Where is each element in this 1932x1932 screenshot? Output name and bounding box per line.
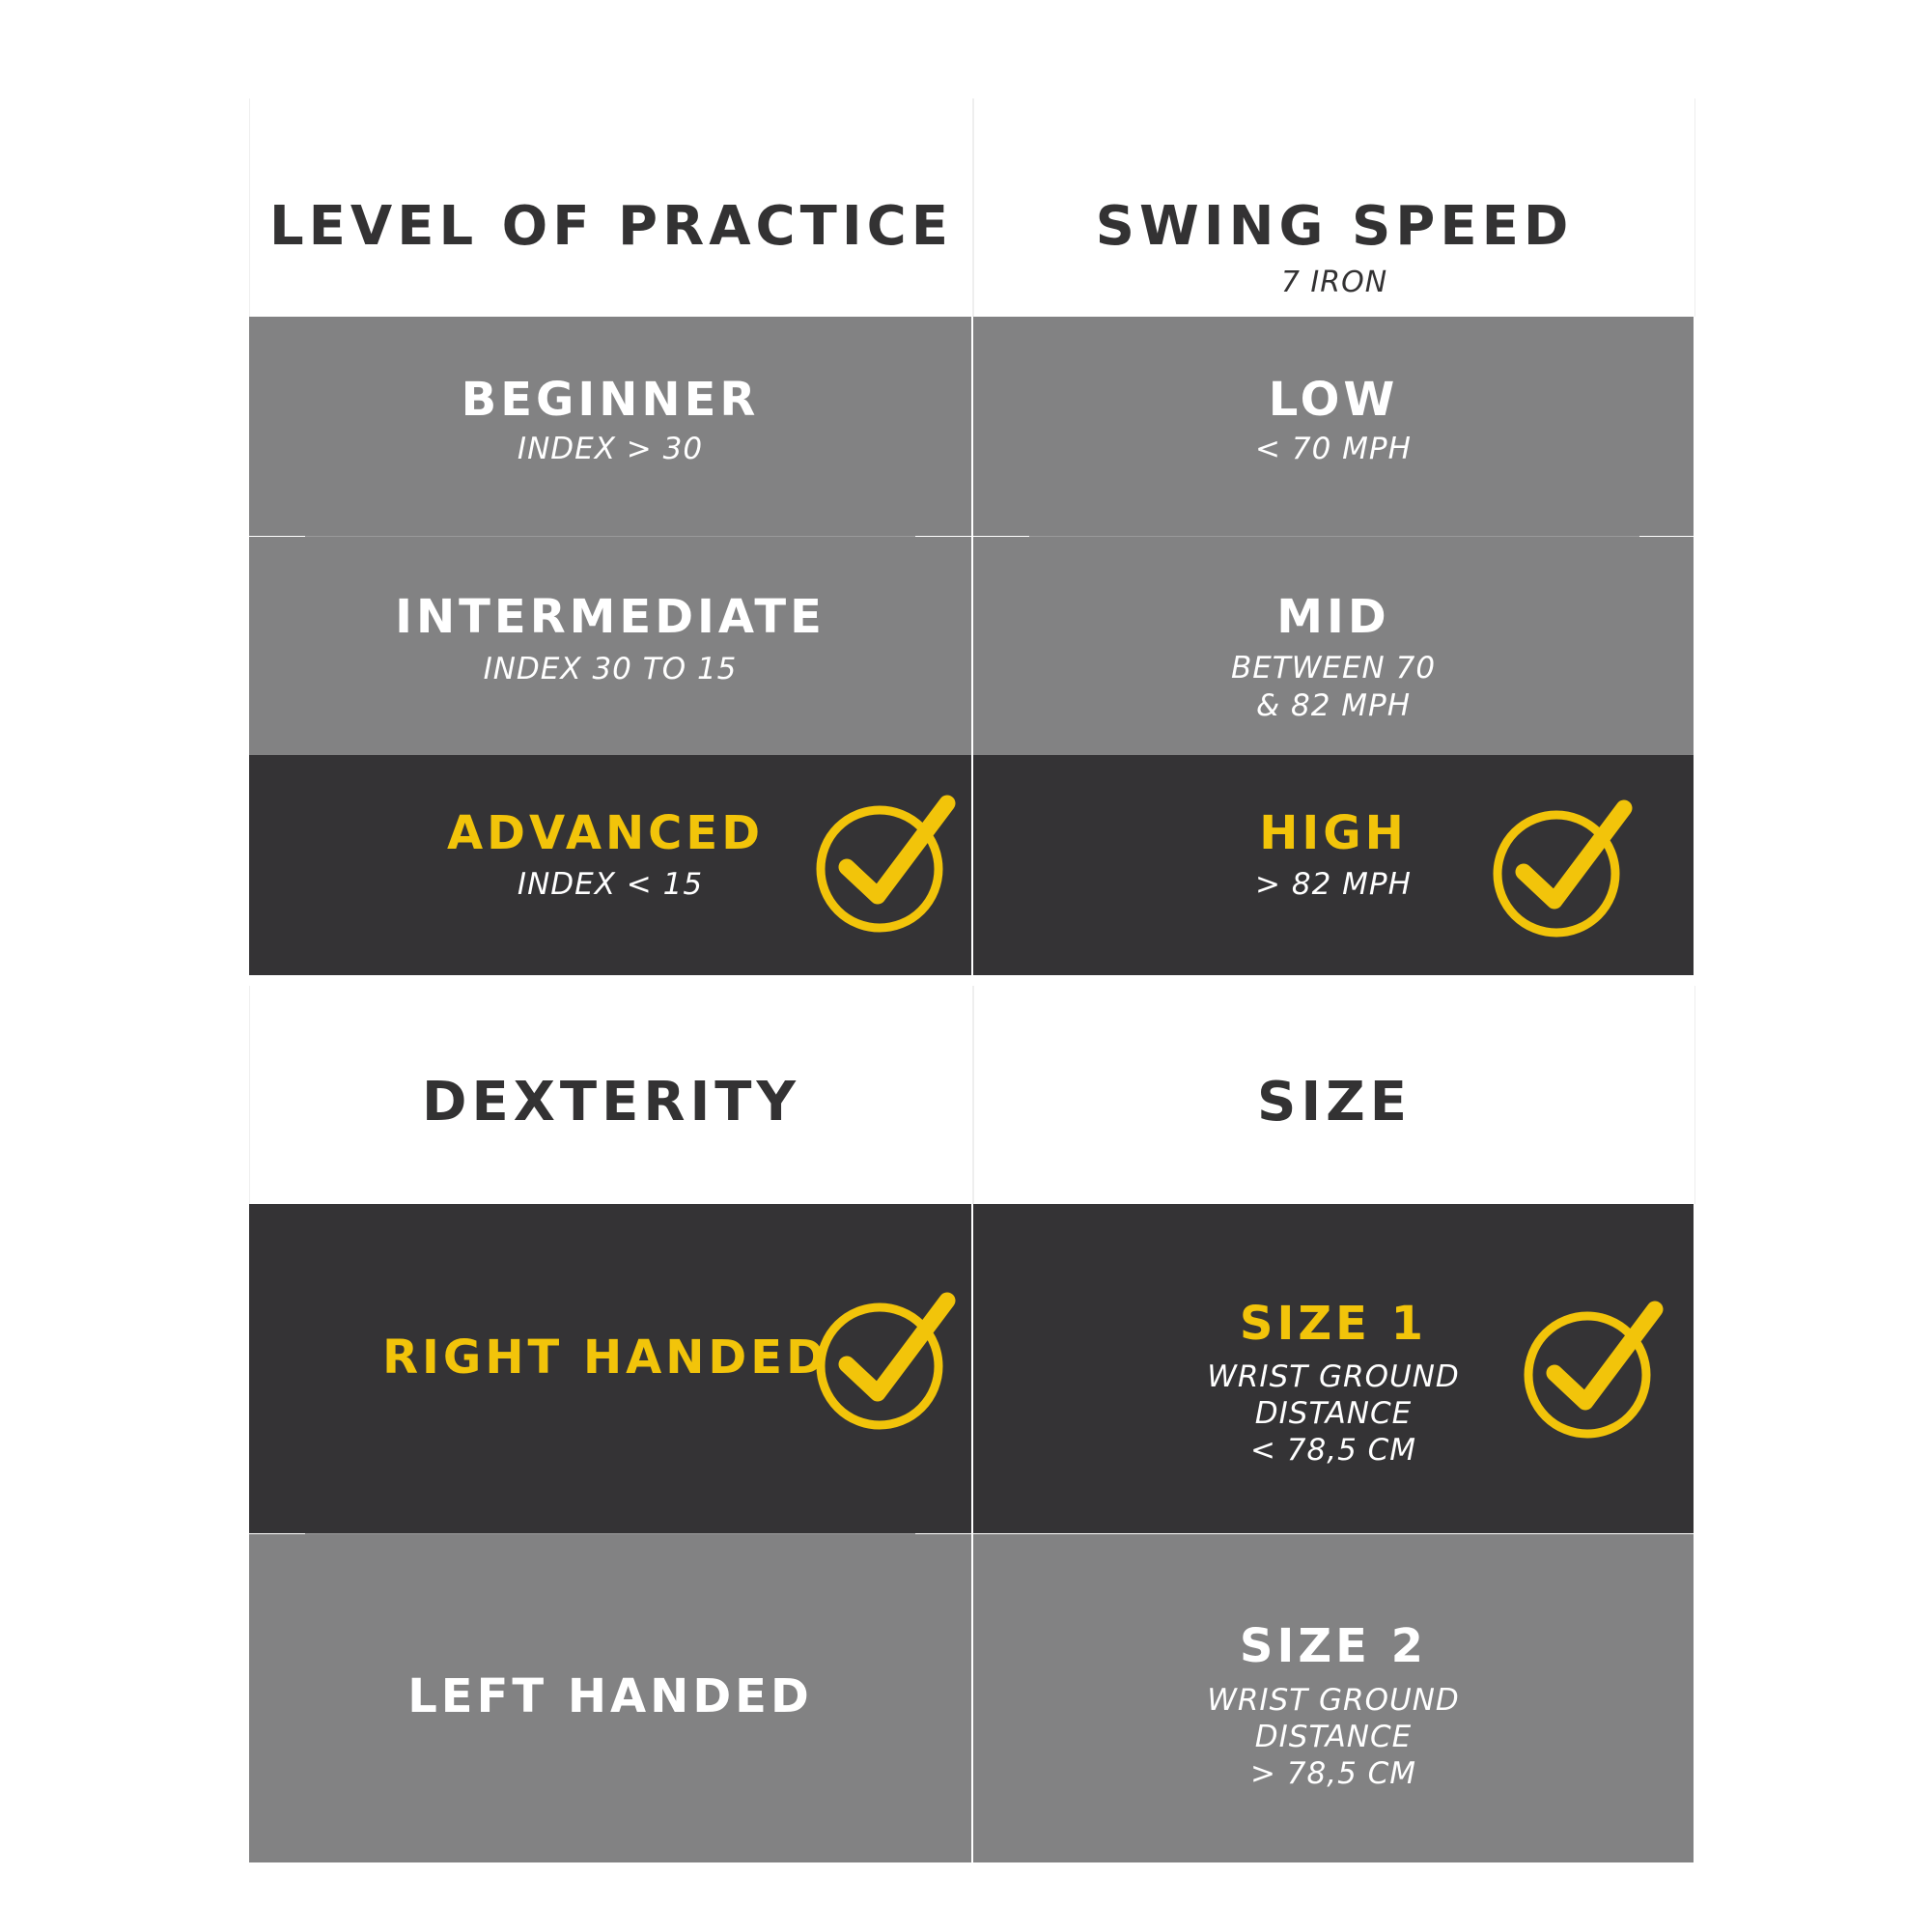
check-circle-icon [1491,797,1636,941]
option-label: BEGINNER [461,373,760,427]
swing-speed-header [973,98,1695,317]
option-detail-line2: DISTANCE [1254,1720,1413,1754]
option-detail-line1: WRIST GROUND [1207,1683,1460,1718]
option-label: HIGH [1259,806,1408,860]
option-detail: > 82 MPH [1255,867,1412,902]
option-label: INTERMEDIATE [395,590,826,644]
option-label: ADVANCED [446,806,765,860]
check-circle-icon [1522,1298,1666,1442]
swing-speed-title: SWING SPEED [1095,195,1574,258]
option-detail: INDEX > 30 [517,432,704,466]
level-of-practice-title: LEVEL OF PRACTICE [268,195,954,258]
option-right-handed[interactable] [249,1204,971,1533]
option-detail-line2: & 82 MPH [1255,688,1412,723]
option-size-2[interactable] [973,1534,1694,1862]
option-high[interactable] [973,755,1694,975]
option-detail-line1: WRIST GROUND [1207,1359,1460,1394]
check-circle-icon [814,1289,959,1434]
option-label: SIZE 1 [1239,1297,1428,1351]
option-low[interactable] [973,317,1694,536]
option-size-1[interactable] [973,1204,1694,1533]
option-label: RIGHT HANDED [382,1330,828,1385]
option-label: SIZE 2 [1239,1619,1428,1673]
dexterity-header [249,986,973,1204]
option-left-handed[interactable] [249,1534,971,1862]
option-mid[interactable] [973,537,1694,755]
size-title: SIZE [1256,1071,1413,1134]
option-detail-line2: DISTANCE [1254,1396,1413,1431]
check-circle-icon [814,792,959,937]
option-detail-line3: > 78,5 CM [1249,1756,1417,1791]
option-label: LEFT HANDED [407,1669,813,1723]
option-detail-line1: BETWEEN 70 [1230,651,1437,686]
option-detail: INDEX 30 TO 15 [483,652,738,686]
swing-speed-subtitle: 7 IRON [1280,266,1388,299]
size-header [973,986,1695,1204]
option-label: MID [1276,590,1390,644]
option-label: LOW [1268,373,1399,427]
option-detail-line3: < 78,5 CM [1249,1433,1417,1468]
dexterity-title: DEXTERITY [421,1071,801,1134]
option-intermediate[interactable] [249,537,971,755]
option-detail: < 70 MPH [1255,432,1412,466]
option-advanced[interactable] [249,755,971,975]
option-beginner[interactable] [249,317,971,536]
level-of-practice-header [249,98,973,317]
option-detail: INDEX < 15 [517,867,704,902]
